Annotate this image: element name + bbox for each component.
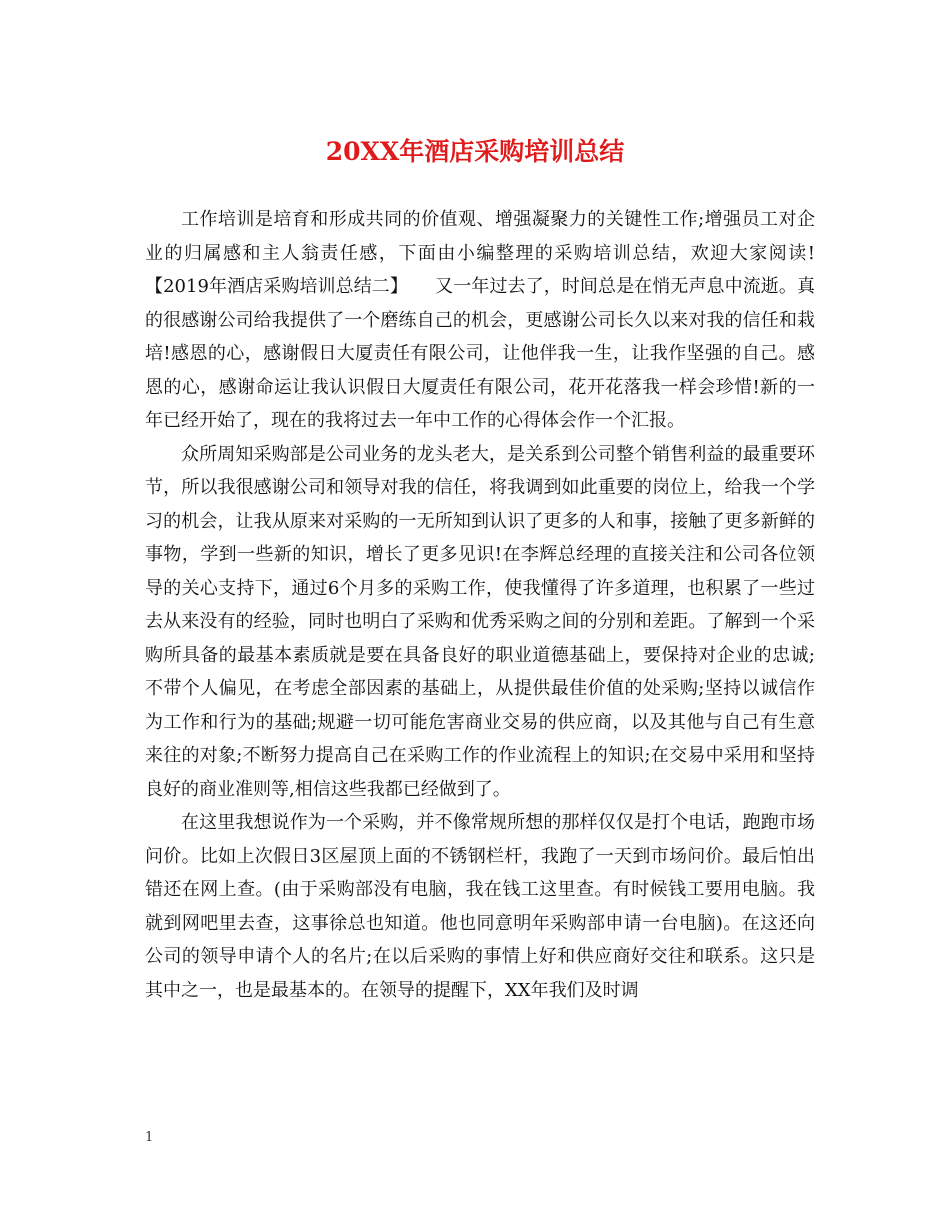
- document-body: [145, 203, 815, 1007]
- paragraph-1: 工作培训是培育和形成共同的价值观、增强凝聚力的关键性工作;增强员工对企业的归属感和主人翁责任感，下面由小编整理的采购培训总结，欢迎大家阅读!【2019年酒店采购培训总结二】 又一年过去了，时间总是在悄无声息中流逝。真的很感谢公司给我提供了一个磨练自己的机会，更感谢公司长久以来对我的信任和栽培!感恩的心，感谢假日大厦责任有限公司，让他伴我一生，让我作坚强的自己。感恩的心，感谢命运让我认识假日大厦责任有限公司，花开花落我一样会珍惜!新的一年已经开始了，现在的我将过去一年中工作的心得体会作一个汇报。: [145, 209, 815, 431]
- document-title: 20XX年酒店采购培训总结: [325, 137, 625, 166]
- paragraph-3: 在这里我想说作为一个采购，并不像常规所想的那样仅仅是打个电话，跑跑市场问价。比如上次假日3区屋顶上面的不锈钢栏杆，我跑了一天到市场问价。最后怕出错还在网上查。(由于采购部没有电脑，我在钱工这里查。有时候钱工要用电脑。我就到网吧里去查，这事徐总也知道。他也同意明年采购部申请一台电脑)。在这还向公司的领导申请个人的名片;在以后采购的事情上好和供应商好交往和联系。这只是其中之一，也是最基本的。在领导的提醒下，XX年我们及时调: [145, 812, 815, 1001]
- paragraph-2: 众所周知采购部是公司业务的龙头老大，是关系到公司整个销售利益的最重要环节，所以我很感谢公司和领导对我的信任，将我调到如此重要的岗位上，给我一个学习的机会，让我从原来对采购的一无所知到认识了更多的人和事，接触了更多新鲜的事物，学到一些新的知识，增长了更多见识!在李辉总经理的直接关注和公司各位领导的关心支持下，通过6个月多的采购工作，使我懂得了许多道理，也积累了一些过去从来没有的经验，同时也明白了采购和优秀采购之间的分别和差距。了解到一个采购所具备的最基本素质就是要在具备良好的职业道德基础上，要保持对企业的忠诚;不带个人偏见，在考虑全部因素的基础上，从提供最佳价值的处采购;坚持以诚信作为工作和行为的基础;规避一切可能危害商业交易的供应商，以及其他与自己有生意来往的对象;不断努力提高自己在采购工作的作业流程上的知识;在交易中采用和坚持良好的商业准则等,相信这些我都已经做到了。: [145, 443, 815, 800]
- page-number: 1: [145, 1130, 154, 1145]
